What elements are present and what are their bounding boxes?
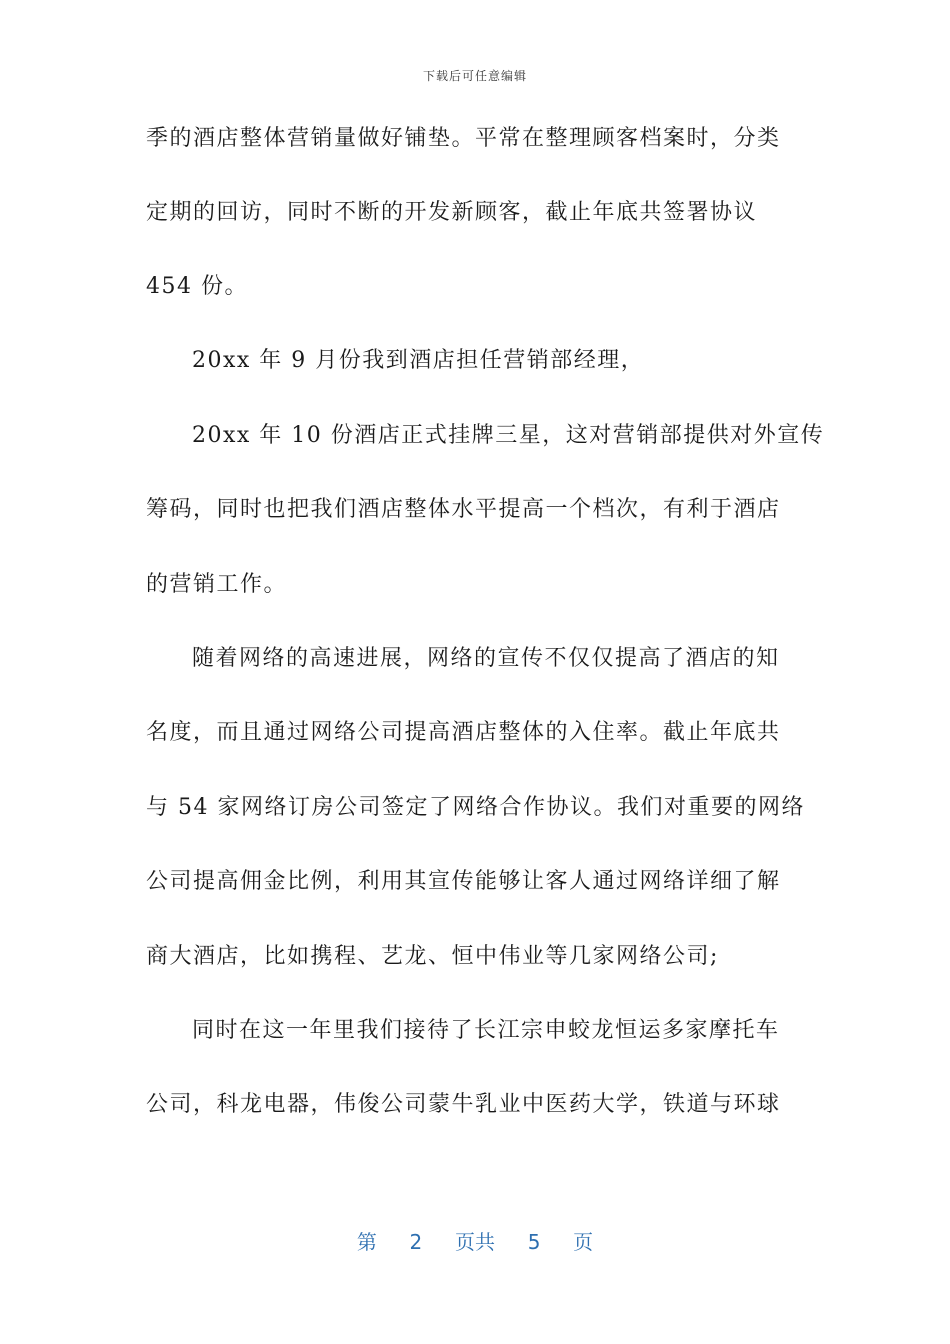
paragraph-line: 的营销工作。 (146, 572, 288, 597)
paragraph-line: 20xx 年 9 月份我到酒店担任营销部经理， (192, 348, 645, 373)
paragraph-line: 公司，科龙电器，伟俊公司蒙牛乳业中医药大学，铁道与环球 (146, 1092, 781, 1117)
paragraph-line: 与 54 家网络订房公司签定了网络合作协议。我们对重要的网络 (146, 795, 805, 820)
total-pages: 5 (527, 1230, 541, 1254)
paragraph-line: 筹码，同时也把我们酒店整体水平提高一个档次，有利于酒店 (146, 497, 781, 522)
paragraph-line: 名度，而且通过网络公司提高酒店整体的入住率。截止年底共 (146, 720, 781, 745)
page-prefix: 第 (356, 1230, 377, 1254)
page-footer (0, 1226, 950, 1255)
page-header-note: 下载后可任意编辑 (422, 69, 527, 83)
paragraph-line: 同时在这一年里我们接待了长江宗申蛟龙恒运多家摩托车 (192, 1018, 780, 1043)
paragraph-line: 季的酒店整体营销量做好铺垫。平常在整理顾客档案时，分类 (146, 126, 781, 151)
paragraph-line: 公司提高佣金比例，利用其宣传能够让客人通过网络详细了解 (146, 869, 781, 894)
paragraph-line: 454 份。 (146, 274, 248, 299)
page-middle: 页共 (455, 1230, 495, 1254)
paragraph-line: 定期的回访，同时不断的开发新顾客，截止年底共签署协议 (146, 200, 758, 225)
paragraph-line: 20xx 年 10 份酒店正式挂牌三星，这对营销部提供对外宣传 (192, 423, 825, 448)
paragraph-line: 商大酒店，比如携程、艺龙、恒中伟业等几家网络公司; (146, 944, 719, 969)
paragraph-line: 随着网络的高速进展，网络的宣传不仅仅提高了酒店的知 (192, 646, 780, 671)
page-number: 2 (409, 1230, 423, 1254)
page-suffix: 页 (573, 1230, 594, 1254)
